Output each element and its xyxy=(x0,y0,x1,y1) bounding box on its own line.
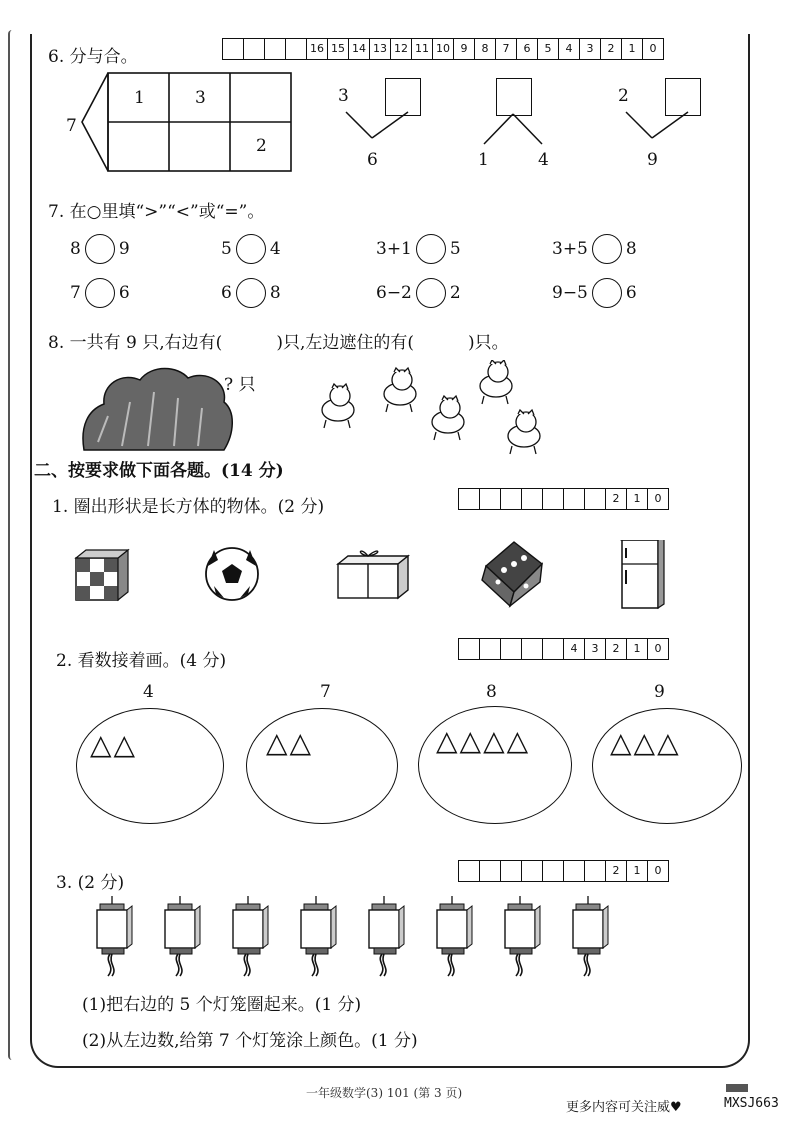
answer-circle[interactable] xyxy=(85,234,115,264)
answer-circle[interactable] xyxy=(416,234,446,264)
lanterns-row xyxy=(90,896,630,980)
score-cell: 15 xyxy=(328,39,349,59)
cats-illustration xyxy=(310,360,570,460)
score-cell xyxy=(480,861,501,881)
lantern-icon xyxy=(97,896,132,976)
split1-lines xyxy=(340,110,420,150)
split3-bottom: 9 xyxy=(647,150,658,170)
score-cell: 13 xyxy=(370,39,391,59)
score-cell: 1 xyxy=(622,39,643,59)
target-number-4: 9 xyxy=(654,682,665,702)
score-cell: 8 xyxy=(475,39,496,59)
bush-label: ? 只 xyxy=(224,375,256,395)
split1-bottom: 6 xyxy=(367,150,378,170)
score-cell xyxy=(244,39,265,59)
house-cell-2: 3 xyxy=(195,88,206,108)
split2-blank[interactable] xyxy=(496,78,532,116)
compare-item-6: 6 8 xyxy=(221,278,281,308)
p3-sub2: (2)从左边数,给第 7 个灯笼涂上颜色。(1 分) xyxy=(82,1031,418,1051)
split3-lines xyxy=(620,110,700,150)
target-number-2: 7 xyxy=(320,682,331,702)
score-cell xyxy=(543,639,564,659)
p2-title: 2. 看数接着画。(4 分) xyxy=(56,651,227,671)
score-cell xyxy=(543,861,564,881)
score-cell xyxy=(501,489,522,509)
compare-item-7: 6−2 2 xyxy=(376,278,461,308)
triangles-1: △△ xyxy=(90,728,138,761)
dice-icon xyxy=(482,542,542,606)
score-cell: 2 xyxy=(606,489,627,509)
compare-item-2: 5 4 xyxy=(221,234,281,264)
lantern-icon xyxy=(165,896,200,976)
split2-bottom-left: 1 xyxy=(478,150,489,170)
target-number-3: 8 xyxy=(486,682,497,702)
triangles-4: △△△ xyxy=(610,726,681,759)
split3-top-left: 2 xyxy=(618,86,629,106)
answer-circle[interactable] xyxy=(592,234,622,264)
house-cell-6: 2 xyxy=(256,136,267,156)
q7-title: 7. 在○里填“>”“<”或“=”。 xyxy=(48,202,265,222)
score-cell xyxy=(223,39,244,59)
compare-item-8: 9−5 6 xyxy=(552,278,637,308)
score-cell xyxy=(459,639,480,659)
answer-circle[interactable] xyxy=(236,234,266,264)
footer-mark xyxy=(726,1084,748,1092)
triangles-3: △△△△ xyxy=(436,724,531,757)
score-cell xyxy=(459,861,480,881)
compare-item-4: 3+5 8 xyxy=(552,234,637,264)
score-cell: 2 xyxy=(606,639,627,659)
triangles-2: △△ xyxy=(266,726,314,759)
score-cell xyxy=(522,639,543,659)
score-cell: 14 xyxy=(349,39,370,59)
score-cell xyxy=(585,861,606,881)
score-cell xyxy=(564,489,585,509)
score-cell xyxy=(480,489,501,509)
score-cell: 0 xyxy=(654,642,662,655)
score-cell xyxy=(501,861,522,881)
score-cell: 3 xyxy=(580,39,601,59)
score-cell xyxy=(522,861,543,881)
score-cell: 12 xyxy=(391,39,412,59)
score-cell: 1 xyxy=(627,861,648,881)
target-number-1: 4 xyxy=(143,682,154,702)
lantern-icon xyxy=(233,896,268,976)
answer-circle[interactable] xyxy=(236,278,266,308)
score-cell xyxy=(522,489,543,509)
score-cell: 5 xyxy=(538,39,559,59)
binding-line xyxy=(8,30,16,1060)
lantern-icon xyxy=(301,896,336,976)
p1-score-box xyxy=(458,488,669,510)
score-cell xyxy=(480,639,501,659)
rubiks-cube-icon xyxy=(76,550,128,600)
score-cell: 6 xyxy=(517,39,538,59)
gift-box-icon xyxy=(338,551,408,598)
score-cell: 0 xyxy=(654,864,662,877)
cat-icon xyxy=(322,384,354,428)
cat-icon xyxy=(480,360,512,404)
split2-lines xyxy=(470,112,560,148)
score-cell xyxy=(543,489,564,509)
house-cell-1: 1 xyxy=(134,88,145,108)
compare-item-5: 7 6 xyxy=(70,278,130,308)
p2-score-box xyxy=(458,638,669,660)
score-cell: 11 xyxy=(412,39,433,59)
lantern-icon xyxy=(437,896,472,976)
score-cell xyxy=(286,39,307,59)
cat-icon xyxy=(508,410,540,454)
score-cell: 0 xyxy=(654,492,662,505)
lantern-icon xyxy=(369,896,404,976)
objects-row xyxy=(72,540,692,616)
p3-score-box xyxy=(458,860,669,882)
score-cell: 1 xyxy=(627,639,648,659)
score-cell: 4 xyxy=(564,639,585,659)
drawing-oval-1[interactable] xyxy=(76,708,224,824)
q8-title: 8. 一共有 9 只,右边有( )只,左边遮住的有( )只。 xyxy=(48,333,509,353)
p3-sub1: (1)把右边的 5 个灯笼圈起来。(1 分) xyxy=(82,995,362,1015)
score-cell: 1 xyxy=(627,489,648,509)
house-diagram xyxy=(60,70,300,180)
refrigerator-icon xyxy=(622,540,664,608)
house-total: 7 xyxy=(66,116,77,136)
follow-note: 更多内容可关注威♥ xyxy=(566,1100,682,1115)
top-score-box xyxy=(222,38,664,60)
score-cell: 9 xyxy=(454,39,475,59)
score-cell: 7 xyxy=(496,39,517,59)
answer-circle[interactable] xyxy=(416,278,446,308)
answer-circle[interactable] xyxy=(85,278,115,308)
score-cell xyxy=(564,861,585,881)
split1-top-left: 3 xyxy=(338,86,349,106)
compare-item-3: 3+1 5 xyxy=(376,234,461,264)
bush-illustration xyxy=(78,362,238,456)
score-cell: 16 xyxy=(307,39,328,59)
section2-title: 二、按要求做下面各题。(14 分) xyxy=(34,461,284,481)
soccer-ball-icon xyxy=(206,548,258,600)
score-cell: 2 xyxy=(606,861,627,881)
score-cell: 10 xyxy=(433,39,454,59)
score-cell: 3 xyxy=(585,639,606,659)
split2-bottom-right: 4 xyxy=(538,150,549,170)
cat-icon xyxy=(384,368,416,412)
page-footer: 一年级数学(3) 101 (第 3 页) xyxy=(306,1086,463,1100)
score-cell xyxy=(501,639,522,659)
score-cell xyxy=(585,489,606,509)
score-cell: 4 xyxy=(559,39,580,59)
score-cell: 0 xyxy=(649,42,657,55)
cat-icon xyxy=(432,396,464,440)
p3-title: 3. (2 分) xyxy=(56,873,125,893)
lantern-icon xyxy=(573,896,608,976)
code-label: MXSJ663 xyxy=(724,1096,779,1111)
answer-circle[interactable] xyxy=(592,278,622,308)
score-cell xyxy=(459,489,480,509)
q6-title: 6. 分与合。 xyxy=(48,47,138,67)
score-cell xyxy=(265,39,286,59)
compare-item-1: 8 9 xyxy=(70,234,130,264)
p1-title: 1. 圈出形状是长方体的物体。(2 分) xyxy=(52,497,325,517)
score-cell: 2 xyxy=(601,39,622,59)
lantern-icon xyxy=(505,896,540,976)
